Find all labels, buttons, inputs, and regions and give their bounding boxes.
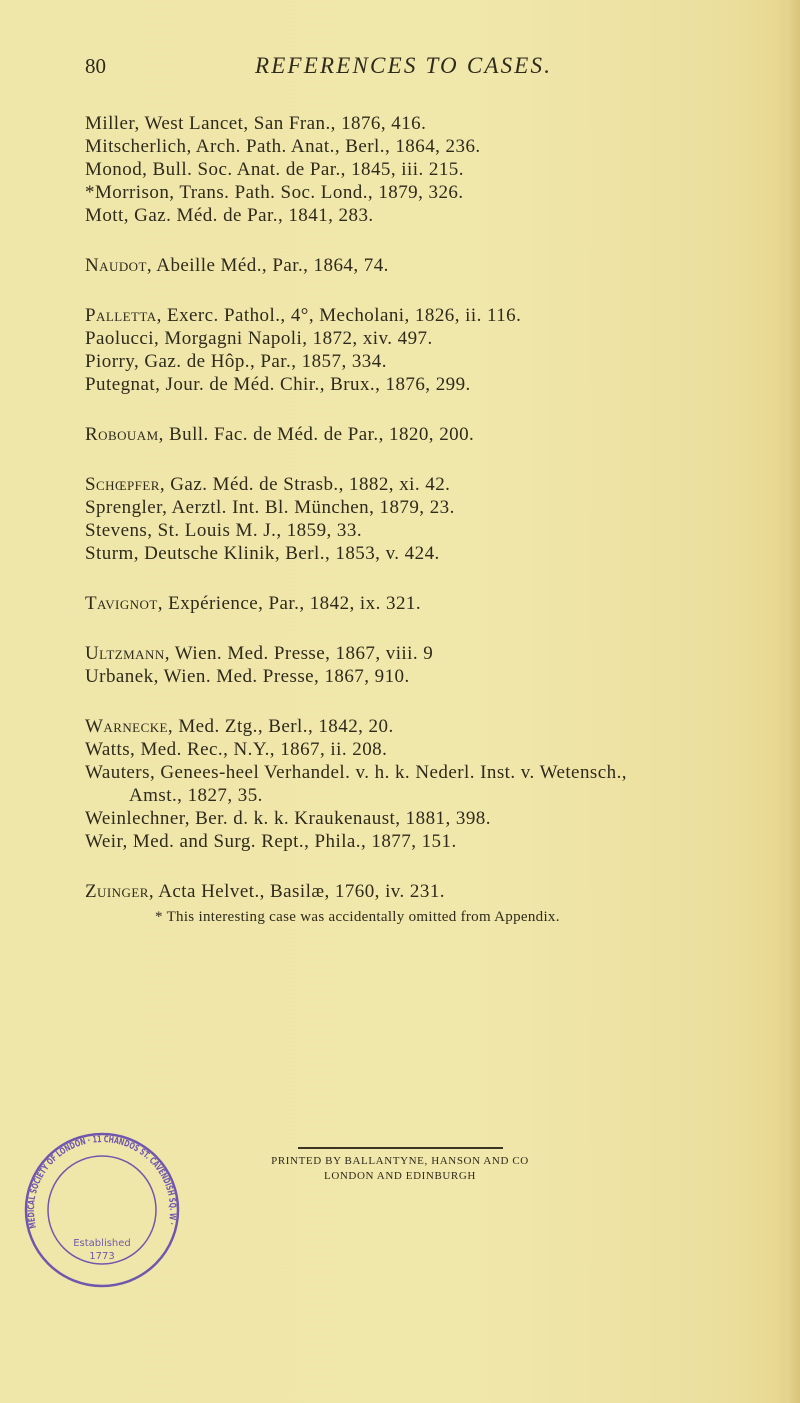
- stamp-established: Established: [73, 1238, 131, 1249]
- reference-author: Wauters: [85, 762, 150, 783]
- reference-entry: [85, 542, 775, 565]
- reference-entry: [85, 738, 775, 761]
- reference-entry: [85, 880, 775, 903]
- imprint-line-1: PRINTED BY BALLANTYNE, HANSON AND CO: [271, 1155, 529, 1167]
- reference-citation: , Trans. Path. Soc. Lond., 1879, 326.: [169, 182, 464, 203]
- reference-author: Warnecke: [85, 716, 168, 737]
- reference-citation: Amst., 1827, 35.: [129, 785, 263, 806]
- reference-author: Ultzmann: [85, 643, 165, 664]
- reference-citation: , Deutsche Klinik, Berl., 1853, v. 424.: [133, 543, 440, 564]
- reference-entry: [85, 135, 775, 158]
- reference-group: [85, 254, 775, 277]
- reference-citation: , Gaz. Méd. de Strasb., 1882, xi. 42.: [159, 474, 451, 495]
- printer-imprint: [240, 1147, 560, 1184]
- reference-citation: , Jour. de Méd. Chir., Brux., 1876, 299.: [155, 374, 471, 395]
- reference-author: Zuinger: [85, 881, 149, 902]
- reference-citation: , West Lancet, San Fran., 1876, 416.: [134, 113, 427, 134]
- reference-group: [85, 642, 775, 688]
- reference-author: Miller: [85, 113, 135, 134]
- stamp-outer-ring: [26, 1134, 178, 1286]
- reference-author: Weir: [85, 831, 123, 852]
- reference-citation: , Morgagni Napoli, 1872, xiv. 497.: [154, 328, 433, 349]
- reference-entry: [85, 373, 775, 396]
- reference-citation: , Exerc. Pathol., 4°, Mecholani, 1826, ii. 116.: [156, 305, 522, 326]
- reference-citation: , Med. Rec., N.Y., 1867, ii. 208.: [130, 739, 388, 760]
- reference-author: Naudot: [85, 255, 147, 276]
- footnote: * This interesting case was accidentally omitted from Appendix.: [155, 909, 560, 925]
- reference-entry: [85, 423, 775, 446]
- reference-citation: , Expérience, Par., 1842, ix. 321.: [157, 593, 422, 614]
- reference-author: Urbanek: [85, 666, 154, 687]
- reference-author: Sturm: [85, 543, 134, 564]
- reference-entry: [85, 665, 775, 688]
- reference-citation: , Wien. Med. Presse, 1867, viii. 9: [164, 643, 434, 664]
- imprint-line-2: LONDON AND EDINBURGH: [324, 1170, 476, 1182]
- reference-author: Paolucci: [85, 328, 155, 349]
- reference-entry: [85, 350, 775, 373]
- reference-author: Putegnat: [85, 374, 156, 395]
- reference-citation: , Aerztl. Int. Bl. München, 1879, 23.: [162, 497, 455, 518]
- reference-author: Mott: [85, 205, 124, 226]
- reference-entry: [85, 642, 775, 665]
- library-stamp: [22, 1128, 182, 1293]
- reference-entry: [85, 715, 775, 738]
- reference-citation: , Gaz. de Hôp., Par., 1857, 334.: [133, 351, 387, 372]
- reference-author: Piorry: [85, 351, 134, 372]
- stamp-year: 1773: [89, 1251, 115, 1262]
- reference-group: [85, 304, 775, 396]
- reference-citation: , Bull. Fac. de Méd. de Par., 1820, 200.: [158, 424, 475, 445]
- reference-author: Mitscherlich: [85, 136, 187, 157]
- reference-entry: [85, 519, 775, 542]
- reference-author: Sprengler: [85, 497, 163, 518]
- reference-author: Palletta: [85, 305, 157, 326]
- reference-citation: , Bull. Soc. Anat. de Par., 1845, iii. 215.: [142, 159, 464, 180]
- reference-citation: , Med. Ztg., Berl., 1842, 20.: [167, 716, 394, 737]
- page-title: REFERENCES TO CASES.: [255, 53, 553, 78]
- reference-citation: , Genees-heel Verhandel. v. h. k. Nederl. Inst. v. Wetensch.,: [149, 762, 627, 783]
- reference-author: Watts: [85, 739, 131, 760]
- reference-citation: , Acta Helvet., Basilæ, 1760, iv. 231.: [148, 881, 445, 902]
- reference-entry: [85, 807, 775, 830]
- reference-entry: [85, 327, 775, 350]
- reference-author: *Morrison: [85, 182, 170, 203]
- reference-citation: , Med. and Surg. Rept., Phila., 1877, 151.: [122, 831, 457, 852]
- reference-entry: [85, 204, 775, 227]
- reference-entry: [85, 830, 775, 853]
- reference-author: Robouam: [85, 424, 159, 445]
- reference-entry: [85, 254, 775, 277]
- reference-author: Monod: [85, 159, 143, 180]
- reference-citation: , Arch. Path. Anat., Berl., 1864, 236.: [186, 136, 481, 157]
- reference-author: Stevens: [85, 520, 148, 541]
- reference-group: [85, 473, 775, 565]
- reference-entry: [85, 181, 775, 204]
- reference-author: Tavignot: [85, 593, 158, 614]
- reference-author: Schœpfer: [85, 474, 160, 495]
- reference-entry: [85, 112, 775, 135]
- reference-entry: [85, 473, 775, 496]
- reference-entry: [85, 158, 775, 181]
- reference-group: [85, 423, 775, 446]
- imprint-rule: [298, 1147, 503, 1149]
- reference-entry: [85, 784, 775, 807]
- reference-group: [85, 592, 775, 615]
- reference-author: Weinlechner: [85, 808, 185, 829]
- reference-citation: , Gaz. Méd. de Par., 1841, 283.: [123, 205, 374, 226]
- reference-entry: [85, 304, 775, 327]
- page-number: 80: [85, 54, 106, 78]
- reference-entry: [85, 496, 775, 519]
- reference-citation: , Abeille Méd., Par., 1864, 74.: [146, 255, 389, 276]
- reference-group: [85, 880, 775, 903]
- reference-entry: [85, 761, 775, 784]
- reference-list: [85, 112, 775, 903]
- reference-entry: [85, 592, 775, 615]
- page-edge-shadow: [786, 0, 800, 1403]
- reference-citation: , Ber. d. k. k. Kraukenaust, 1881, 398.: [184, 808, 491, 829]
- stamp-ring-text: MEDICAL SOCIETY OF LONDON · 11 CHANDOS ST. CAVENDISH SQ. W ·: [26, 1134, 178, 1230]
- reference-group: [85, 112, 775, 227]
- reference-citation: , Wien. Med. Presse, 1867, 910.: [153, 666, 410, 687]
- reference-citation: , St. Louis M. J., 1859, 33.: [147, 520, 363, 541]
- reference-group: [85, 715, 775, 853]
